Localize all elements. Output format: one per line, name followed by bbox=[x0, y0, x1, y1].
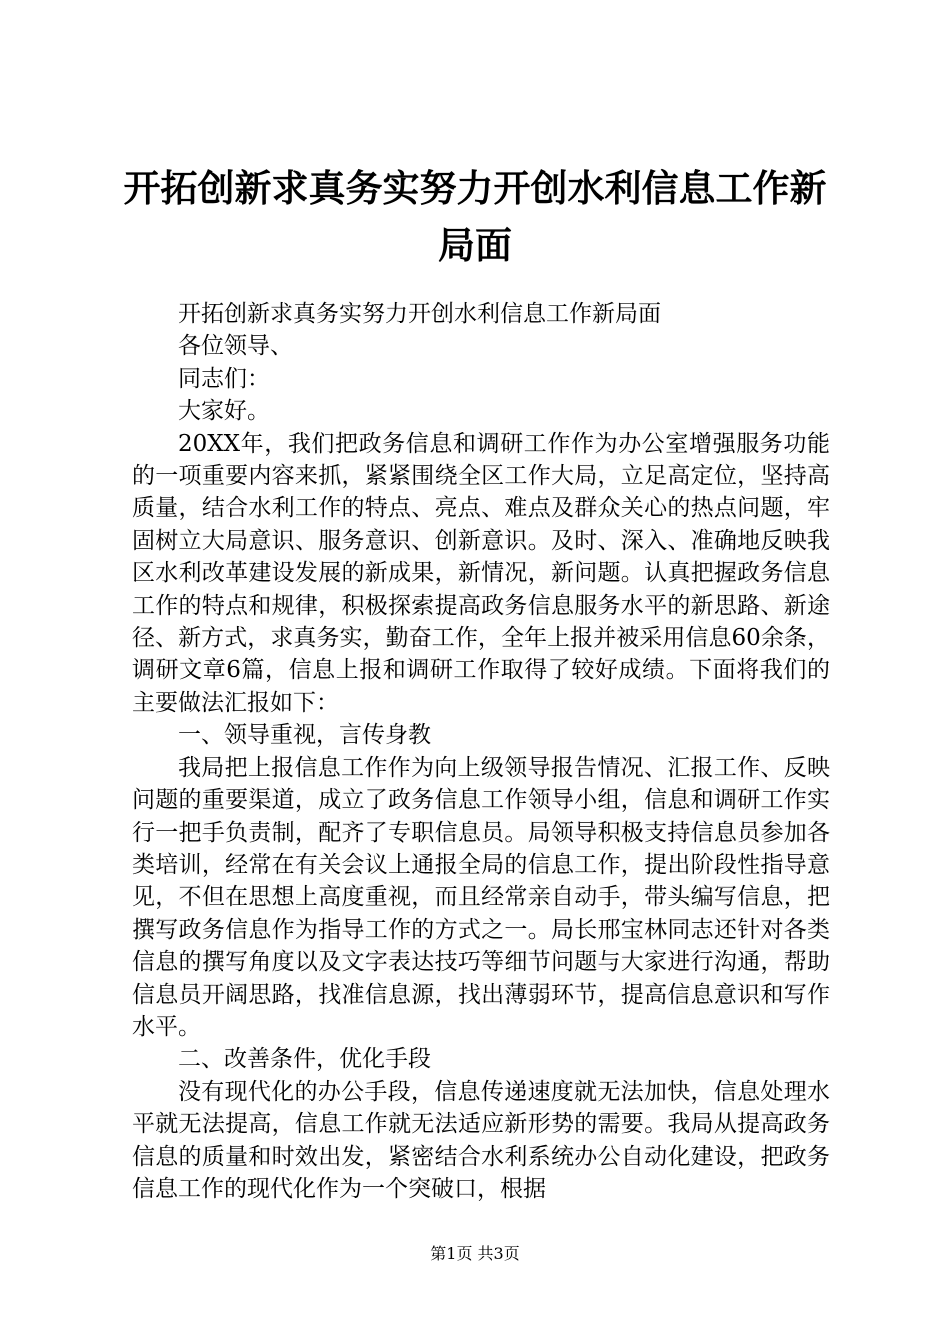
subtitle-line: 开拓创新求真务实努力开创水利信息工作新局面 bbox=[178, 301, 661, 327]
document-title: 开拓创新求真务实努力开创水利信息工作新局面 bbox=[123, 166, 827, 267]
page-footer: 第1页 共3页 bbox=[430, 1244, 520, 1263]
section-paragraph-1: 我局把上报信息工作作为向上级领导报告情况、汇报工作、反映问题的重要渠道，成立了政务信息工作领导小组，信息和调研工作实行一把手负责制，配齐了专职信息员。局领导积极支持信息员参加各类培训，经常在有关会议上通报全局的信息工作，提出阶段性指导意见，不但在思想上高度重视，而且经常亲自动手，带头编写信息，把撰写政务信息作为指导工作的方式之一。局长邢宝林同志还针对各类信息的撰写角度以及文字表达技巧等细节问题与大家进行沟通，帮助信息员开阔思路，找准信息源，找出薄弱环节，提高信息意识和写作水平。 bbox=[132, 754, 830, 1040]
document-body bbox=[132, 298, 830, 1205]
salutation-leaders: 各位领导、 bbox=[178, 333, 293, 360]
section-heading-2: 二、改善条件，优化手段 bbox=[178, 1046, 431, 1073]
section-heading-1: 一、领导重视，言传身教 bbox=[178, 722, 431, 749]
greeting: 大家好。 bbox=[178, 398, 270, 425]
section-paragraph-2: 没有现代化的办公手段，信息传递速度就无法加快，信息处理水平就无法提高，信息工作就无法适应新形势的需要。我局从提高政务信息的质量和时效出发，紧密结合水利系统办公自动化建设，把政务信息工作的现代化作为一个突破口，根据 bbox=[132, 1078, 830, 1202]
intro-paragraph: 20XX年，我们把政务信息和调研工作作为办公室增强服务功能的一项重要内容来抓，紧紧围绕全区工作大局，立足高定位，坚持高质量，结合水利工作的特点、亮点、难点及群众关心的热点问题，牢固树立大局意识、服务意识、创新意识。及时、深入、准确地反映我区水利改革建设发展的新成果，新情况，新问题。认真把握政务信息工作的特点和规律，积极探索提高政务信息服务水平的新思路、新途径、新方式，求真务实，勤奋工作，全年上报并被采用信息60余条，调研文章6篇，信息上报和调研工作取得了较好成绩。下面将我们的主要做法汇报如下： bbox=[132, 430, 830, 716]
salutation-comrades: 同志们： bbox=[178, 365, 270, 392]
